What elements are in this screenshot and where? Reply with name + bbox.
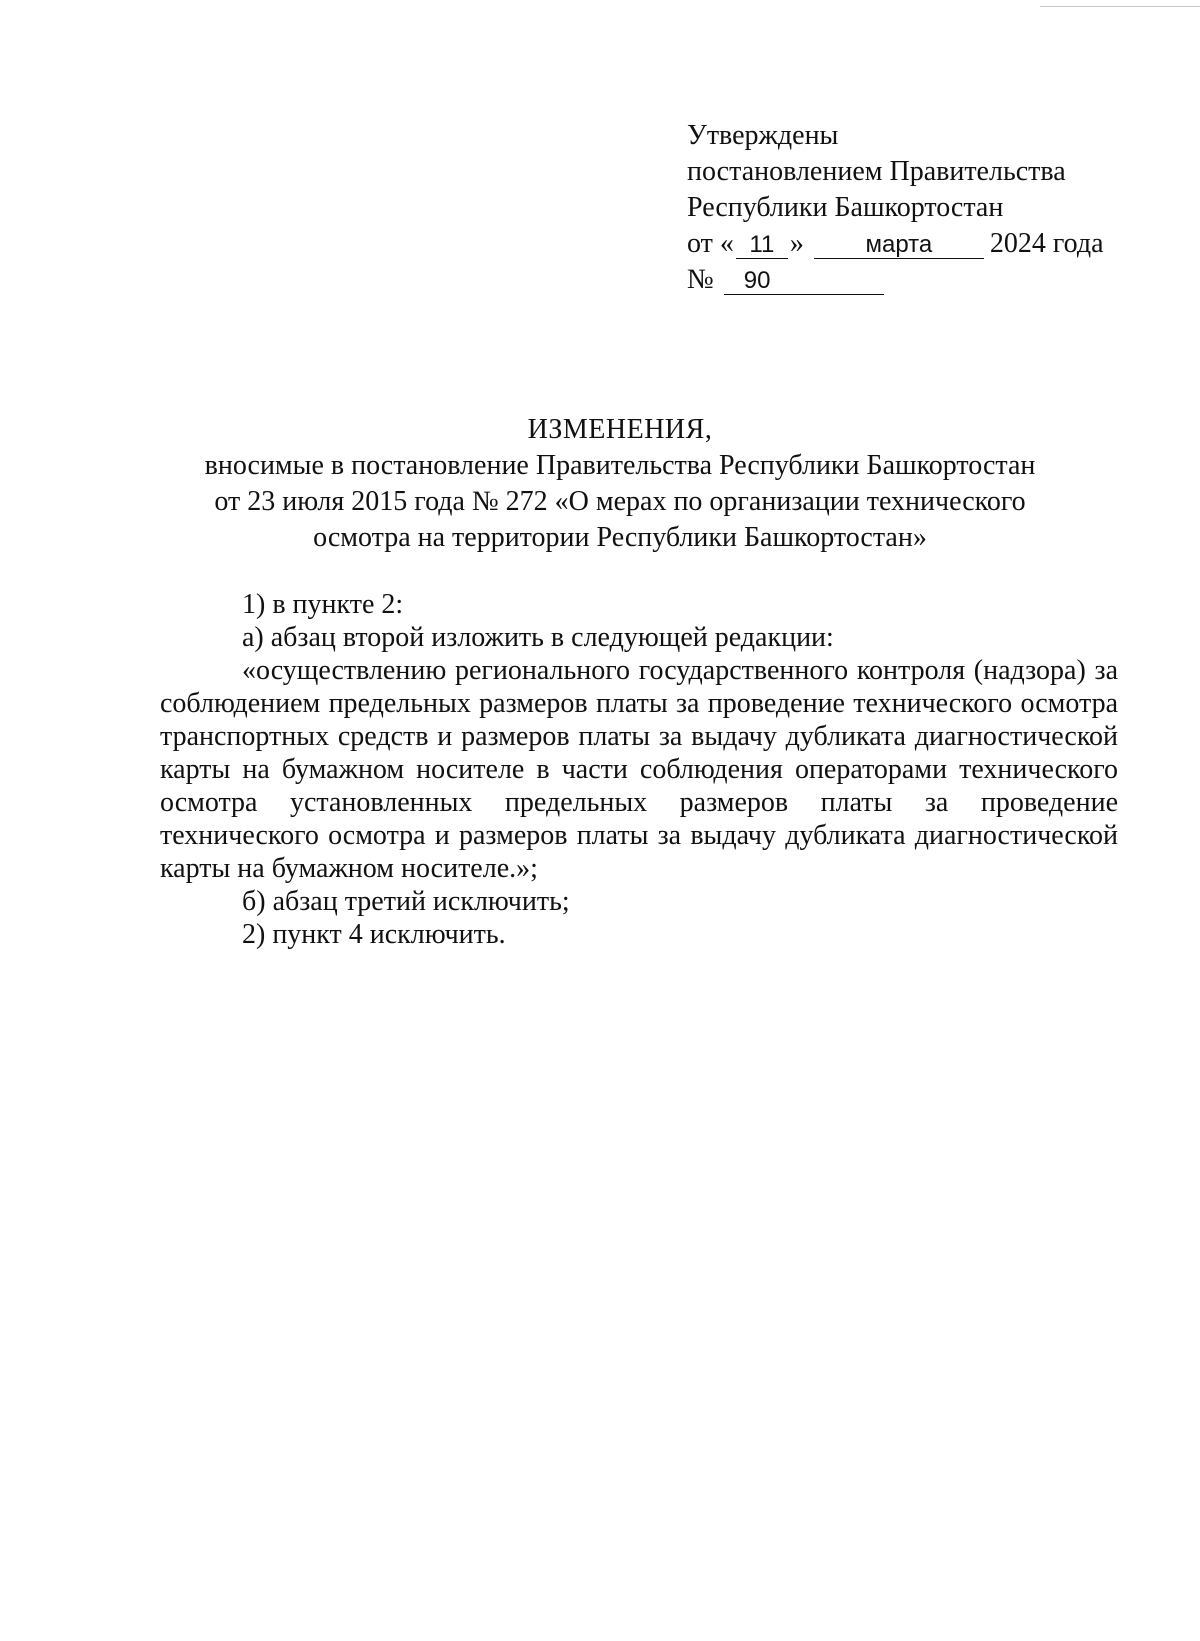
date-month: марта: [814, 232, 984, 259]
document-title: ИЗМЕНЕНИЯ,: [527, 414, 713, 445]
item-1a: а) абзац второй изложить в следующей редакции:: [242, 622, 834, 653]
date-mid: »: [789, 228, 804, 259]
scan-artifact-line: [1040, 6, 1200, 7]
approval-number-line: [687, 262, 1147, 298]
approval-stamp-block: [687, 118, 1147, 298]
number-value: 90: [724, 268, 884, 295]
item-2: 2) пункт 4 исключить.: [242, 919, 506, 950]
item-1: 1) в пункте 2:: [242, 589, 404, 620]
heading-line-3: осмотра на территории Республики Башкортостан»: [313, 522, 927, 553]
document-body: [160, 588, 1118, 951]
date-day: 11: [736, 232, 788, 259]
approval-line-3: Республики Башкортостан: [687, 192, 1004, 223]
number-prefix: №: [687, 264, 714, 295]
heading-line-2: от 23 июля 2015 года № 272 «О мерах по организации технического: [214, 486, 1026, 517]
heading-line-1: вносимые в постановление Правительства Республики Башкортостан: [204, 450, 1036, 481]
document-heading: [120, 412, 1120, 556]
quoted-paragraph: «осуществлению регионального государственного контроля (надзора) за соблюдением предельных размеров платы за проведение технического осмотра транспортных средств и размеров платы за выдачу дубликата диагностической карты на бумажном носителе в части соблюдения операторами технического осмотра установленных предельных размеров платы за проведение технического осмотра и размеров платы за выдачу дубликата диагностической карты на бумажном носителе.»;: [160, 655, 1118, 884]
approval-date-line: [687, 226, 1147, 262]
approval-line-2: постановлением Правительства: [687, 156, 1066, 187]
date-suffix: 2024 года: [989, 228, 1104, 259]
approval-line-1: Утверждены: [687, 120, 839, 151]
item-1b: б) абзац третий исключить;: [242, 886, 570, 917]
date-prefix: от «: [687, 228, 734, 259]
